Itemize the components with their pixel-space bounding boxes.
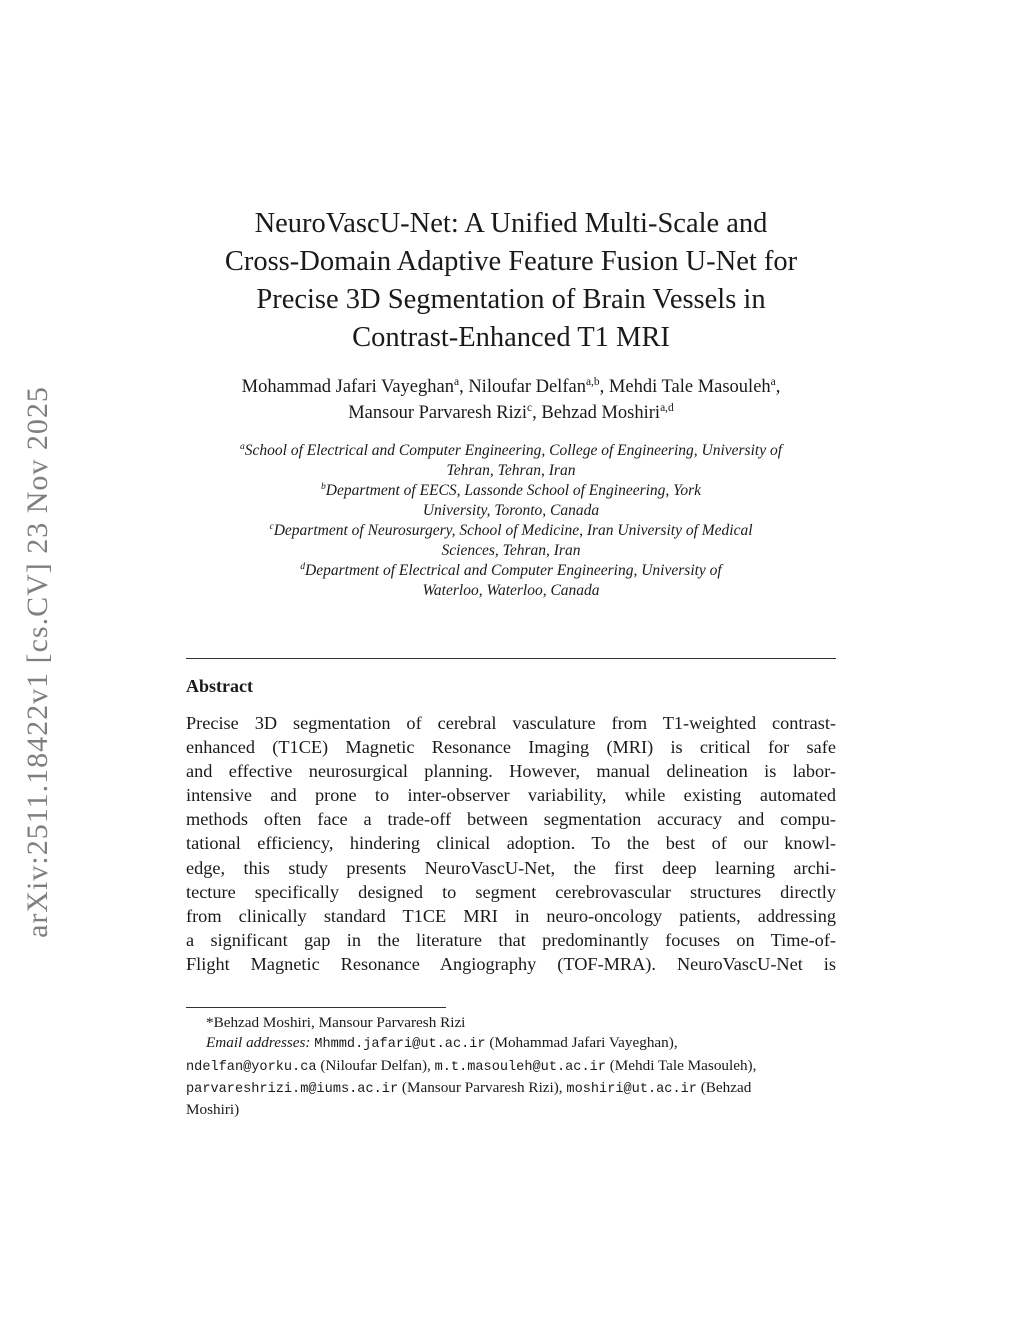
affiliation (186, 441, 836, 481)
email-address[interactable]: parvareshrizi.m@iums.ac.ir (186, 1081, 399, 1097)
author-affil-mark: a (770, 375, 776, 388)
abstract-line: a significant gap in the literature that predominantly focuses on Time-of- (186, 929, 836, 950)
email-address[interactable]: moshiri@ut.ac.ir (566, 1081, 697, 1097)
affiliation-mark: d (300, 560, 306, 572)
abstract-top-rule (186, 658, 836, 659)
author-separator: , (775, 377, 781, 397)
author-list (186, 374, 836, 426)
email-owner: (Niloufar Delfan), (320, 1056, 431, 1074)
author-line (186, 400, 836, 426)
title-line: Cross-Domain Adaptive Feature Fusion U-Net for (224, 246, 798, 277)
abstract-line: from clinically standard T1CE MRI in neuro-oncology patients, addressing (186, 905, 836, 926)
affiliation-text: University, Toronto, Canada (422, 502, 600, 519)
email-line (186, 1056, 836, 1078)
email-line (186, 1033, 836, 1055)
abstract-line: and effective neurosurgical planning. However, manual delineation is labor- (186, 761, 836, 782)
affiliation (186, 481, 836, 521)
affiliation-text: Department of Electrical and Computer Engineering, University of (305, 562, 722, 579)
abstract-heading: Abstract (186, 676, 253, 696)
arxiv-identifier-stamp: arXiv:2511.18422v1 [cs.CV] 23 Nov 2025 (21, 386, 54, 938)
title-line: NeuroVascU-Net: A Unified Multi-Scale and (254, 208, 768, 239)
author-affil-mark: c (527, 401, 533, 414)
author-name: Mansour Parvaresh Rizi (348, 403, 528, 423)
author-affil-mark: a (453, 375, 460, 388)
author-name: Mohammad Jafari Vayeghan (241, 377, 454, 397)
abstract-line: tecture specifically designed to segment cerebrovascular structures directly (186, 881, 836, 902)
affiliation-mark: b (320, 480, 326, 492)
paper-title (186, 205, 836, 357)
affiliation-text: Waterloo, Waterloo, Canada (422, 582, 600, 599)
affiliation-text: Department of EECS, Lassonde School of Engineering, York (325, 482, 702, 499)
affiliation-list (186, 441, 836, 601)
footnote-rule (186, 1007, 446, 1008)
affiliation-mark: a (239, 440, 245, 452)
author-separator: , (599, 377, 609, 397)
email-owner: (Mansour Parvaresh Rizi), (401, 1078, 563, 1096)
abstract-body (186, 711, 836, 976)
author-separator: , (459, 377, 469, 397)
email-label: Email addresses: (206, 1034, 311, 1052)
abstract-line: tational efficiency, hindering clinical adoption. To the best of our knowl- (186, 833, 836, 854)
email-owner: (Mohammad Jafari Vayeghan), (489, 1034, 678, 1052)
affiliation-text: Department of Neurosurgery, School of Medicine, Iran University of Medical (273, 522, 753, 539)
author-name: Behzad Moshiri (541, 403, 661, 423)
abstract-line: methods often face a trade-off between segmentation accuracy and compu- (186, 809, 836, 830)
author-line (186, 374, 836, 400)
email-owner: (Behzad (700, 1078, 752, 1096)
author-affil-mark: a,d (660, 401, 674, 414)
affiliation-text: Tehran, Tehran, Iran (446, 462, 576, 479)
author-name: Mehdi Tale Masouleh (608, 377, 771, 397)
email-line (186, 1078, 836, 1100)
title-line: Precise 3D Segmentation of Brain Vessels in (256, 284, 766, 315)
abstract-line: Flight Magnetic Resonance Angiography (TOF-MRA). NeuroVascU-Net is (186, 953, 836, 974)
abstract-line: Precise 3D segmentation of cerebral vasculature from T1-weighted contrast- (186, 713, 836, 733)
author-separator: , (532, 403, 542, 423)
title-line: Contrast-Enhanced T1 MRI (352, 322, 670, 353)
affiliation (186, 521, 836, 561)
abstract-line: enhanced (T1CE) Magnetic Resonance Imaging (MRI) is critical for safe (186, 737, 836, 758)
affiliation (186, 561, 836, 601)
corresponding-author-note: *Behzad Moshiri, Mansour Parvaresh Rizi (206, 1014, 466, 1031)
email-address[interactable]: m.t.masouleh@ut.ac.ir (434, 1059, 606, 1075)
email-address[interactable]: ndelfan@yorku.ca (186, 1059, 317, 1075)
email-address[interactable]: Mhmmd.jafari@ut.ac.ir (314, 1037, 486, 1053)
affiliation-text: Sciences, Tehran, Iran (441, 542, 581, 559)
email-tail: Moshiri) (186, 1101, 240, 1119)
affiliation-text: School of Electrical and Computer Engineering, College of Engineering, University of (244, 442, 783, 459)
abstract-line: edge, this study presents NeuroVascU-Net, the first deep learning archi- (186, 857, 836, 878)
author-name: Niloufar Delfan (468, 377, 586, 397)
affiliation-mark: c (269, 520, 274, 532)
footnotes (186, 1013, 836, 1120)
author-affil-mark: a,b (585, 375, 600, 388)
email-owner: (Mehdi Tale Masouleh), (609, 1056, 757, 1074)
abstract-line: intensive and prone to inter-observer variability, while existing automated (186, 785, 836, 806)
